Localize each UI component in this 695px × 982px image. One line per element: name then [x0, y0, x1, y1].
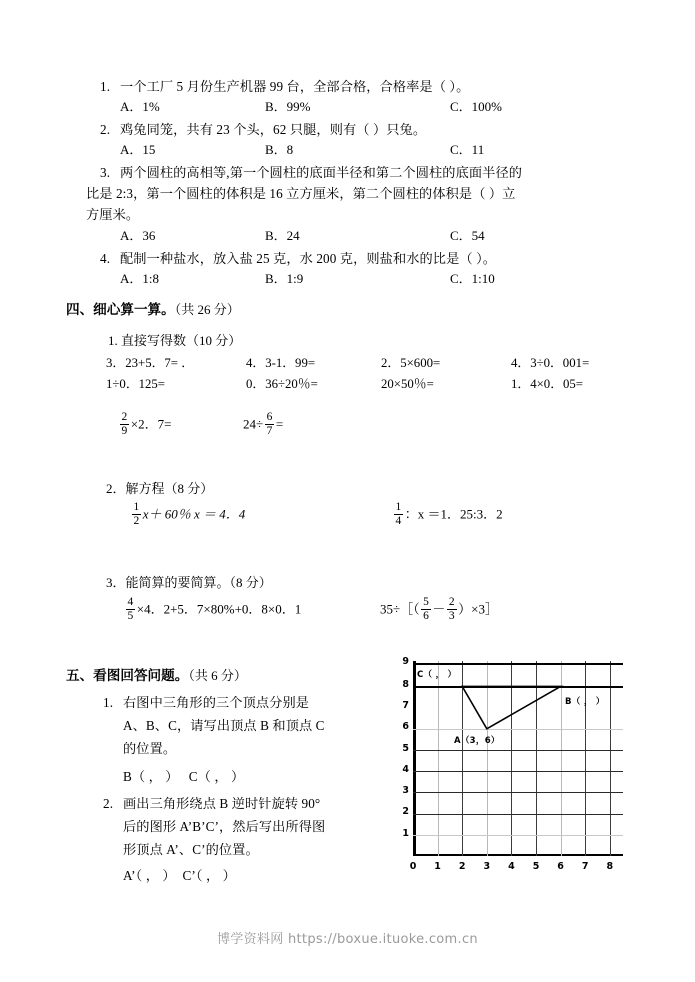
arithmetic-row-2 — [106, 373, 666, 393]
section-five-q2-line3: 形顶点 A’、C’的位置。 — [123, 842, 259, 857]
question-3-text-line3 — [86, 204, 139, 225]
point-label-c: C（ ， ） — [417, 670, 457, 680]
y-tick-8: 8 — [402, 679, 409, 690]
section-five-q2-body-1: 画出三角形绕点 B 逆时针旋转 90° — [123, 796, 321, 811]
section-four-sub3-label: 3．能简算的要简算。（8 分） — [106, 575, 272, 590]
question-1-number: 1. — [100, 79, 111, 94]
fraction-numerator: 4 — [127, 596, 134, 609]
point-label-b: B（ ， ） — [565, 697, 605, 707]
fraction-numerator: 2 — [121, 411, 128, 424]
question-4-option-a[interactable]: A．1:8 — [120, 271, 160, 286]
fraction-denominator: 3 — [448, 609, 455, 622]
question-2-option-c[interactable]: C．11 — [450, 142, 485, 157]
question-2-body: 鸡兔同笼，共有 23 个头，62 只腿，则有（ ）只兔。 — [120, 122, 427, 137]
question-2-option-b[interactable]: B．8 — [265, 142, 294, 157]
x-tick-6: 6 — [557, 861, 564, 872]
question-2-text — [100, 119, 426, 140]
answer-blank-c[interactable]: C（ ， ） — [188, 769, 245, 784]
y-tick-6: 6 — [402, 721, 409, 732]
fraction-numerator: 5 — [423, 596, 429, 609]
question-3-option-b[interactable]: B．24 — [265, 228, 300, 243]
fraction-1-over-4 — [394, 501, 404, 527]
y-tick-4: 4 — [402, 764, 409, 775]
coordinate-grid-chart — [402, 656, 623, 872]
question-4-number: 4. — [100, 251, 111, 266]
section-four-sub1-label: 1. 直接写得数（10 分） — [108, 333, 242, 348]
page-footer: 博学资料网 https://boxue.ituoke.com.cn — [217, 932, 478, 947]
section-five-q2-number: 2. — [103, 796, 114, 811]
x-tick-7: 7 — [581, 861, 589, 872]
arith-1-1: 3．23+5．7= ． — [106, 356, 195, 370]
y-tick-9: 9 — [402, 656, 409, 667]
section-five-q1-line1 — [103, 692, 309, 713]
fraction-numerator: 1 — [395, 501, 402, 514]
y-tick-1: 1 — [402, 828, 409, 839]
fraction-denominator: 6 — [423, 609, 429, 622]
fraction-1-over-2 — [132, 501, 142, 527]
arith-1-4: 4．3÷0．001= — [511, 356, 590, 370]
fraction-2-over-3 — [447, 596, 457, 622]
question-3-body-2: 比是 2:3，第一个圆柱的体积是 16 立方厘米，第二个圆柱的体积是（ ）立 — [86, 186, 516, 201]
fraction-denominator: 9 — [121, 424, 128, 437]
section-five-title: 五、看图回答问题。 — [66, 668, 189, 684]
answer-blank-b[interactable]: B（ ， ） — [123, 769, 179, 784]
equation-2-tail: ：x ＝1．25:3．2 — [404, 506, 503, 522]
arith-2-4: 1．4×0．05= — [511, 377, 584, 391]
answer-blank-c-prime[interactable]: C’（ ， ） — [182, 868, 236, 883]
y-tick-5: 5 — [402, 743, 409, 754]
simplify-expr-2-tail: ）×3］ — [458, 601, 498, 617]
section-four-heading — [66, 298, 240, 318]
section-four-title: 四、细心算一算。 — [66, 302, 175, 318]
question-3-option-a[interactable]: A．36 — [120, 228, 156, 243]
fraction-4-over-5 — [126, 596, 136, 622]
equation-1-tail: x＋ 60％ x ＝ 4．4 — [142, 506, 246, 522]
arith-fraction-expr-2 — [243, 412, 283, 438]
question-3-option-c[interactable]: C．54 — [450, 228, 485, 243]
y-tick-7: 7 — [402, 700, 409, 711]
x-tick-3: 3 — [483, 861, 491, 872]
section-five-q2-answers — [123, 865, 236, 886]
question-1-text — [100, 76, 469, 97]
section-five-q1-number: 1. — [103, 695, 114, 710]
arith-1-3: 2．5×600= — [381, 356, 441, 370]
equation-1 — [130, 502, 245, 528]
fraction-numerator: 6 — [266, 411, 273, 424]
arith-fraction-expr-2-head: 24÷ — [243, 416, 264, 432]
question-3-text-line2 — [86, 183, 515, 204]
question-1-body: 一个工厂 5 月份生产机器 99 台，全部合格，合格率是（ ）。 — [120, 79, 470, 94]
section-five-points: （共 6 分） — [188, 668, 247, 683]
section-five-q1-body-1: 右图中三角形的三个顶点分别是 — [123, 695, 310, 710]
x-tick-5: 5 — [532, 861, 540, 872]
fraction-denominator: 4 — [395, 514, 402, 527]
question-2-option-a[interactable]: A．15 — [120, 142, 156, 157]
simplify-expr-2-mid: － — [432, 601, 446, 617]
question-4-body: 配制一种盐水，放入盐 25 克，水 200 克，则盐和水的比是（ ）。 — [120, 251, 497, 266]
arith-fraction-expr-1 — [118, 412, 171, 438]
fraction-numerator: 1 — [133, 501, 140, 514]
section-five-q1-line3: 的位置。 — [123, 741, 177, 756]
x-tick-1: 1 — [434, 861, 441, 872]
simplify-expr-1-tail: ×4．2+5．7×80%+0．8×0．1 — [136, 601, 302, 617]
arith-1-2: 4．3-1．99= — [246, 356, 316, 370]
question-1-option-c[interactable]: C．100% — [450, 99, 503, 114]
simplify-expr-2 — [380, 597, 498, 623]
x-tick-0: 0 — [409, 861, 417, 872]
y-tick-3: 3 — [402, 785, 409, 796]
fraction-denominator: 7 — [266, 424, 273, 437]
arith-fraction-expr-2-tail: = — [275, 416, 284, 432]
x-tick-8: 8 — [606, 861, 614, 872]
section-five-q2-line1 — [103, 793, 320, 814]
point-label-a: A（3，6） — [454, 736, 500, 746]
arith-2-3: 20×50％= — [381, 377, 434, 391]
section-four-sub2-label: 2．解方程（8 分） — [106, 481, 214, 496]
fraction-2-over-9 — [120, 411, 130, 437]
section-four-points: （共 26 分） — [174, 302, 240, 317]
fraction-denominator: 2 — [133, 514, 140, 527]
x-tick-2: 2 — [458, 861, 466, 872]
section-five-q2-line2: 后的图形 A’B’C’，然后写出所得图 — [123, 819, 326, 834]
question-3-number: 3. — [100, 165, 111, 180]
fraction-6-over-7 — [265, 411, 275, 437]
y-tick-2: 2 — [402, 806, 409, 817]
question-1-option-b[interactable]: B．99% — [265, 99, 311, 114]
arith-fraction-expr-1-tail: ×2．7= — [130, 416, 172, 432]
triangle-shape — [413, 661, 623, 856]
question-3-body-3: 方厘米。 — [86, 207, 140, 222]
arith-2-2: 0．36÷20％= — [246, 377, 318, 391]
fraction-denominator: 5 — [127, 609, 134, 622]
answer-blank-a-prime[interactable]: A’（ ， ） — [123, 868, 176, 883]
simplify-expr-2-head: 35÷［（ — [380, 601, 420, 617]
question-1-option-a[interactable]: A．1% — [120, 99, 160, 114]
fraction-numerator: 2 — [448, 596, 455, 609]
question-4-option-c[interactable]: C．1:10 — [450, 271, 495, 286]
question-3-body-1: 两个圆柱的高相等,第一个圆柱的底面半径和第二个圆柱的底面半径的 — [120, 165, 523, 180]
x-tick-4: 4 — [508, 861, 515, 872]
question-4-text — [100, 248, 496, 269]
section-five-heading — [66, 664, 247, 684]
section-five-q1-answers — [123, 766, 244, 787]
question-3-text-line1 — [100, 162, 522, 183]
fraction-5-over-6 — [421, 596, 431, 622]
section-five-q1-line2: A、B、C，请写出顶点 B 和顶点 C — [123, 718, 325, 733]
equation-2 — [392, 502, 503, 528]
question-4-option-b[interactable]: B．1:9 — [265, 271, 304, 286]
question-2-number: 2. — [100, 122, 111, 137]
simplify-expr-1 — [124, 597, 301, 623]
arithmetic-row-1 — [106, 352, 666, 372]
arith-2-1: 1÷0．125= — [106, 377, 166, 391]
